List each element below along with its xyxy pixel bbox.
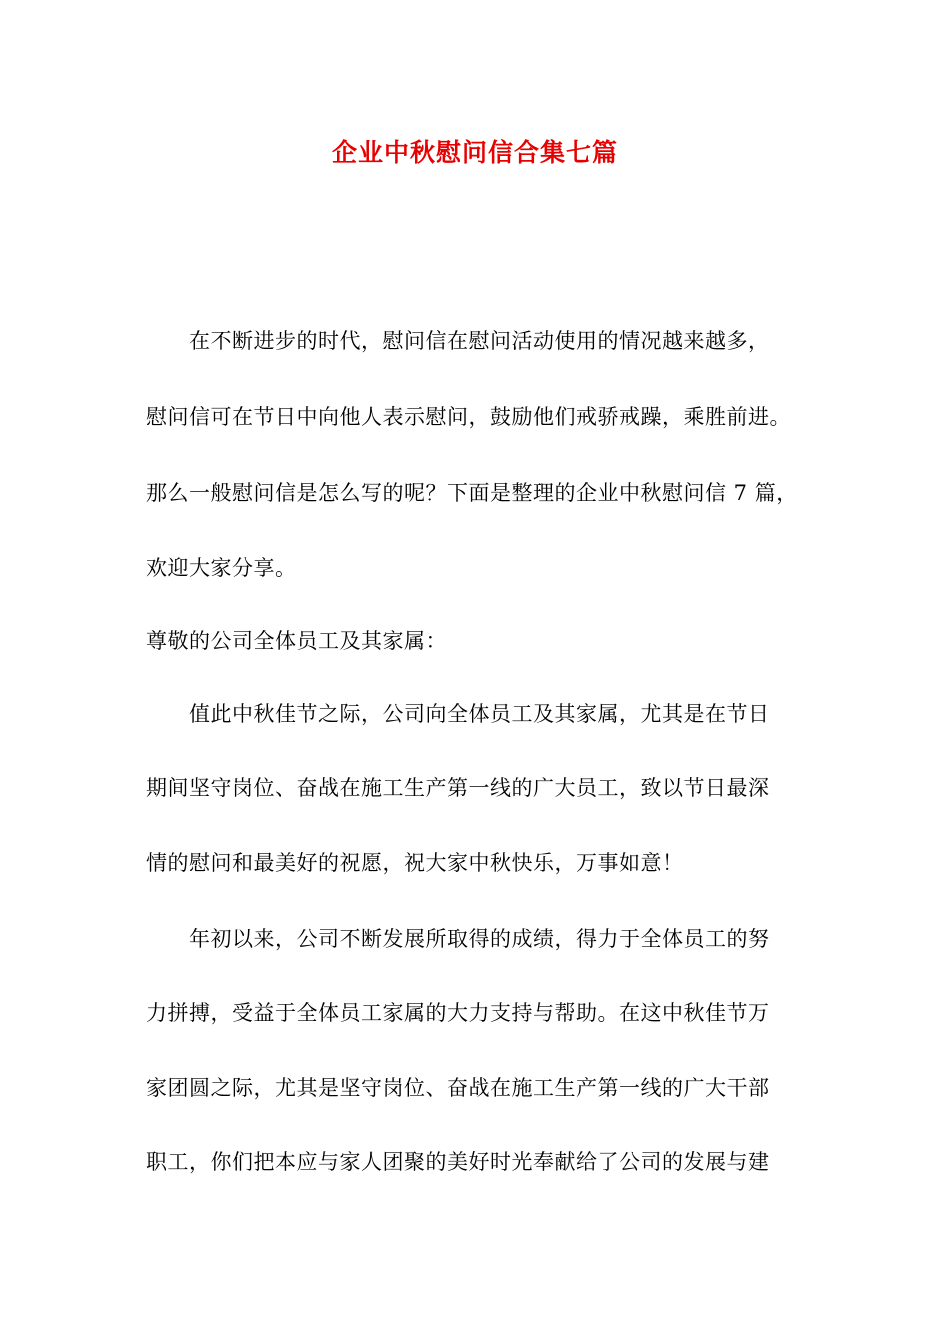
- paragraph-line: 慰问信可在节日中向他人表示慰问，鼓励他们戒骄戒躁，乘胜前进。: [146, 405, 791, 429]
- paragraph-line: 职工，你们把本应与家人团聚的美好时光奉献给了公司的发展与建: [146, 1150, 770, 1174]
- paragraph-line: 期间坚守岗位、奋战在施工生产第一线的广大员工，致以节日最深: [146, 776, 770, 800]
- paragraph-line: 在不断进步的时代，慰问信在慰问活动使用的情况越来越多，: [189, 329, 770, 353]
- paragraph-line: 欢迎大家分享。: [146, 556, 297, 580]
- paragraph-line: 那么一般慰问信是怎么写的呢？下面是整理的企业中秋慰问信 7 篇，: [146, 481, 798, 505]
- document-title: 企业中秋慰问信合集七篇: [331, 138, 618, 167]
- paragraph-line: 值此中秋佳节之际，公司向全体员工及其家属，尤其是在节日: [189, 702, 770, 726]
- paragraph-line: 力拼搏，受益于全体员工家属的大力支持与帮助。在这中秋佳节万: [146, 1001, 770, 1025]
- paragraph-line: 家团圆之际，尤其是坚守岗位、奋战在施工生产第一线的广大干部: [146, 1076, 770, 1100]
- salutation-line: 尊敬的公司全体员工及其家属：: [146, 629, 447, 653]
- paragraph-line: 年初以来，公司不断发展所取得的成绩，得力于全体员工的努: [189, 927, 770, 951]
- paragraph-line: 情的慰问和最美好的祝愿，祝大家中秋快乐，万事如意！: [146, 851, 684, 875]
